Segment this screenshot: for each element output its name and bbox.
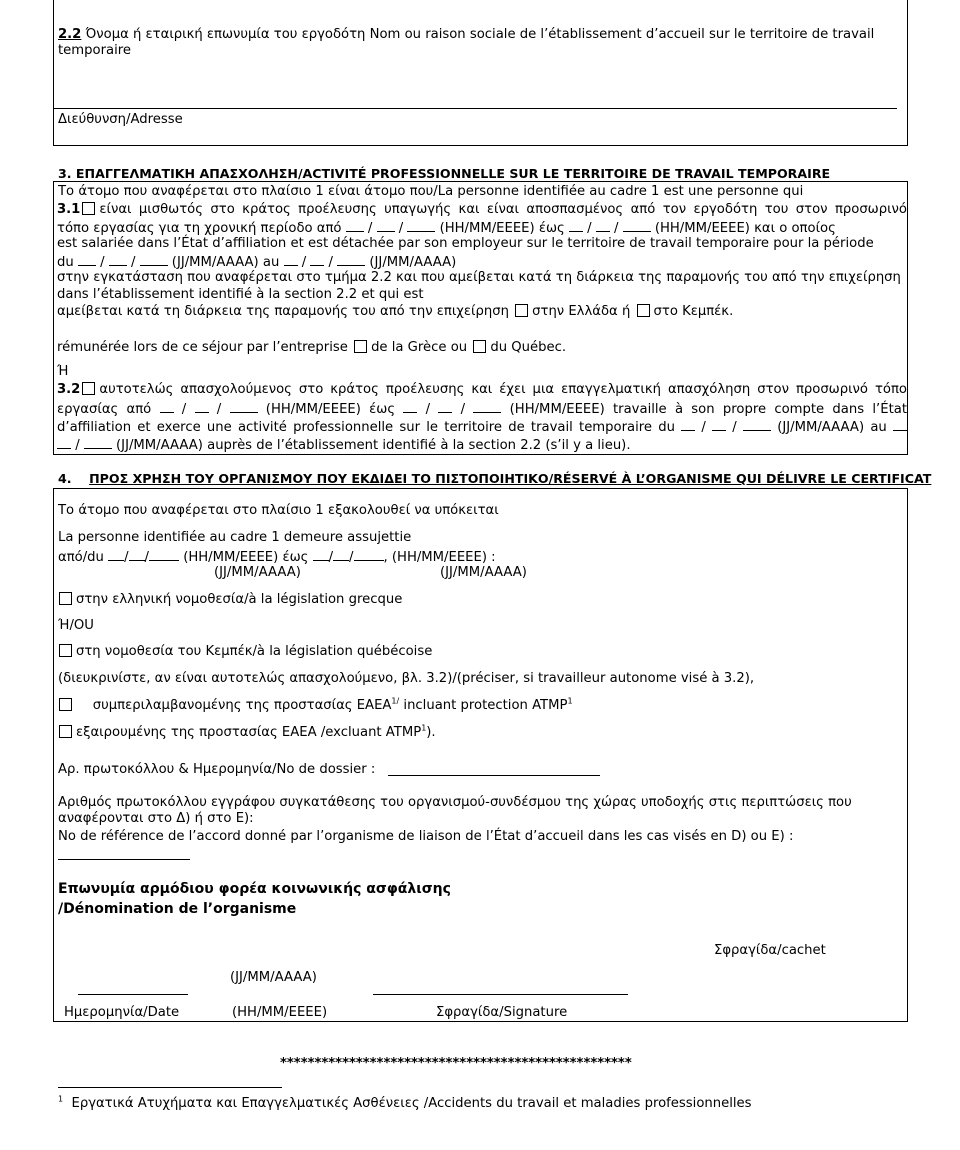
stars-divider: ***************************************************: [280, 1056, 632, 1071]
protocol-field[interactable]: [388, 775, 600, 776]
option-3-1-line6: dans l’établissement identifié à la section 2.2 et qui est: [57, 287, 424, 302]
address-label: Διεύθυνση/Adresse: [58, 112, 183, 127]
agreement-line1: Αριθμός πρωτοκόλλου εγγράφου συγκατάθεσης του οργανισμού-συνδέσμου της χώρας υποδοχής στις περιπτώσεις που: [58, 795, 852, 810]
date-blank[interactable]: [712, 418, 726, 431]
date-blank[interactable]: [569, 219, 583, 232]
greece-checkbox-fr[interactable]: [354, 340, 367, 353]
date-blank[interactable]: [346, 219, 364, 232]
date-blank[interactable]: [230, 400, 258, 413]
agreement-field[interactable]: [58, 859, 190, 860]
agreement-line3: No de référence de l’accord donné par l’organisme de liaison de l’État d’accueil dans les cas visés en D) ou E) :: [58, 829, 794, 844]
option-3-1-line5: στην εγκατάσταση που αναφέρεται στο τμήμα 2.2 και που αμείβεται κατά τη διάρκεια της παραμονής του από την επιχείρηση: [57, 270, 901, 285]
s4-line3: από/du / / (ΗΗ/ΜΜ/ΕΕΕΕ) έως / / , (ΗΗ/ΜΜ/ΕΕΕΕ) :: [58, 550, 496, 565]
section-2-2-title-cont: temporaire: [58, 43, 131, 58]
option-3-1-line8: rémunérée lors de ce séjour par l’entreprise de la Grèce ou du Québec.: [57, 340, 567, 355]
date-blank[interactable]: [337, 253, 365, 266]
signature-label: Σφραγίδα/Signature: [436, 1005, 568, 1020]
quebec-checkbox-fr[interactable]: [473, 340, 486, 353]
date-blank[interactable]: [195, 400, 209, 413]
org-name-fr: /Dénomination de l’organisme: [58, 901, 297, 917]
date-field[interactable]: [78, 994, 188, 995]
section-4-heading: 4. ΠΡΟΣ ΧΡΗΣΗ ΤΟΥ ΟΡΓΑΝΙΣΜΟΥ ΠΟΥ ΕΚΔΙΔΕΙ ΤΟ ΠΙΣΤΟΠΟΙΗΤΙΚΟ/RÉSERVÉ À L’ORGANISME QUI DÉLIVRE LE CERTIFICAT: [58, 471, 932, 486]
s4-line2: La personne identifiée au cadre 1 demeure assujettie: [58, 530, 412, 545]
employer-name-field[interactable]: [53, 108, 897, 109]
date-blank[interactable]: [57, 436, 71, 449]
stamp-label: Σφραγίδα/cachet: [714, 943, 826, 958]
protocol-label: Αρ. πρωτοκόλλου & Ημερομηνία/No de dossier :: [58, 762, 376, 777]
org-name-gr: Επωνυμία αρμόδιου φορέα κοινωνικής ασφάλισης: [58, 881, 451, 897]
date-blank[interactable]: [109, 253, 127, 266]
date-blank[interactable]: [407, 219, 435, 232]
option-3-2-checkbox[interactable]: [82, 382, 95, 395]
option-3-2-line1: 3.2 αυτοτελώς απασχολούμενος στο κράτος προέλευσης και έχει μια επαγγελματική απασχόληση στον προσωρινό τόπο: [57, 382, 907, 397]
date-label: Ημερομηνία/Date: [64, 1005, 180, 1020]
date-blank[interactable]: [596, 219, 610, 232]
date-blank[interactable]: [403, 400, 417, 413]
date-blank[interactable]: [284, 253, 298, 266]
s4-line1: Το άτομο που αναφέρεται στο πλαίσιο 1 εξακολουθεί να υπόκειται: [58, 503, 499, 518]
date-blank[interactable]: [140, 253, 168, 266]
section-2-2-title: 2.2 Όνομα ή εταιρική επωνυμία του εργοδότη Nom ou raison sociale de l’établissement d’accueil sur le territoire de travail: [58, 27, 875, 42]
opt-including: συμπεριλαμβανομένης της προστασίας $EAEA^{1/}$ incluant protection ATMP$^1$: [57, 698, 573, 714]
option-3-1-line3: est salariée dans l’État d’affiliation et est détachée par son employeur sur le territoire de travail temporaire pour la période: [57, 236, 874, 251]
date-blank[interactable]: [377, 219, 395, 232]
footnote: $^1$ Εργατικά Ατυχήματα και Επαγγελματικές Ασθένειες /Accidents du travail et maladies professionnelles: [58, 1094, 752, 1111]
opt-greek-law: στην ελληνική νομοθεσία/à la législation grecque: [57, 592, 402, 608]
option-3-1-line7: αμείβεται κατά τη διάρκεια της παραμονής του από την επιχείρηση στην Ελλάδα ή στο Κεμπέκ.: [57, 304, 734, 319]
s4-date-hint-2: (JJ/MM/AAAA): [440, 565, 527, 580]
section-3-intro: Το άτομο που αναφέρεται στο πλαίσιο 1 είναι άτομο που/La personne identifiée au cadre 1 est une personne qui: [58, 184, 804, 199]
footnote-separator: [58, 1087, 282, 1088]
date-blank[interactable]: [681, 418, 695, 431]
date-blank[interactable]: [473, 400, 501, 413]
date-blank[interactable]: [893, 418, 907, 431]
date-blank[interactable]: [438, 400, 452, 413]
date-blank[interactable]: [623, 219, 651, 232]
date-format-gr: (ΗΗ/ΜΜ/ΕΕΕΕ): [232, 1005, 328, 1020]
option-3-1-line1: 3.1 είναι μισθωτός στο κράτος προέλευσης υπαγωγής και είναι αποσπασμένος από τον εργοδότη του στον προσωρινό: [57, 202, 907, 217]
option-3-2-line2: εργασίας από / / (ΗΗ/ΜΜ/ΕΕΕΕ) έως / / (ΗΗ/ΜΜ/ΕΕΕΕ) travaille à son propre compte dans l’État: [57, 402, 907, 417]
option-3-1-checkbox[interactable]: [82, 202, 95, 215]
section-3-heading: 3. ΕΠΑΓΓΕΛΜΑΤΙΚΗ ΑΠΑΣΧΟΛΗΣΗ/ACTIVITÉ PROFESSIONNELLE SUR LE TERRITOIRE DE TRAVAIL TEMPORAIRE: [58, 166, 831, 181]
date-blank[interactable]: [354, 548, 384, 561]
quebec-law-checkbox[interactable]: [59, 644, 72, 657]
date-blank[interactable]: [129, 548, 145, 561]
date-blank[interactable]: [149, 548, 179, 561]
s4-date-hint-1: (JJ/MM/AAAA): [214, 565, 301, 580]
greek-law-checkbox[interactable]: [59, 592, 72, 605]
including-checkbox[interactable]: [59, 698, 72, 711]
option-3-1-line2: τόπο εργασίας για τη χρονική περίοδο από / / (ΗΗ/ΜΜ/ΕΕΕΕ) έως / / (ΗΗ/ΜΜ/ΕΕΕΕ) και ο οποίος: [57, 221, 836, 236]
date-blank[interactable]: [160, 400, 174, 413]
opt-excluding: εξαιρουμένης της προστασίας ΕΑΕΑ /excluant ATMP$^1$).: [57, 725, 436, 741]
or-label-2: Ή/OU: [58, 618, 94, 633]
date-blank[interactable]: [333, 548, 349, 561]
opt-quebec-law: στη νομοθεσία του Κεμπέκ/à la législation québécoise: [57, 644, 432, 660]
greece-checkbox[interactable]: [515, 304, 528, 317]
option-3-1-line4: du / / (JJ/MM/AAAA) au / / (JJ/MM/AAAA): [57, 255, 457, 270]
signature-field[interactable]: [373, 994, 628, 995]
clarify-note: (διευκρινίστε, αν είναι αυτοτελώς απασχολούμενο, βλ. 3.2)/(préciser, si travailleur autonome visé à 3.2),: [58, 671, 755, 686]
excluding-checkbox[interactable]: [59, 725, 72, 738]
option-3-2-line3: d’affiliation et exerce une activité professionnelle sur le territoire de travail temporaire du / / (JJ/MM/AAAA) au: [57, 418, 907, 436]
quebec-checkbox[interactable]: [637, 304, 650, 317]
date-blank[interactable]: [84, 436, 112, 449]
option-3-2-line4: / (JJ/MM/AAAA) auprès de l’établissement identifié à la section 2.2 (s’il y a lieu).: [57, 436, 631, 454]
agreement-line2: αναφέρονται στο Δ) ή στο Ε):: [58, 811, 254, 826]
date-blank[interactable]: [313, 548, 329, 561]
date-blank[interactable]: [310, 253, 324, 266]
date-blank[interactable]: [743, 418, 771, 431]
date-blank[interactable]: [78, 253, 96, 266]
date-blank[interactable]: [108, 548, 124, 561]
or-label: Ή: [57, 364, 69, 379]
date-format-fr: (JJ/MM/AAAA): [230, 970, 317, 985]
